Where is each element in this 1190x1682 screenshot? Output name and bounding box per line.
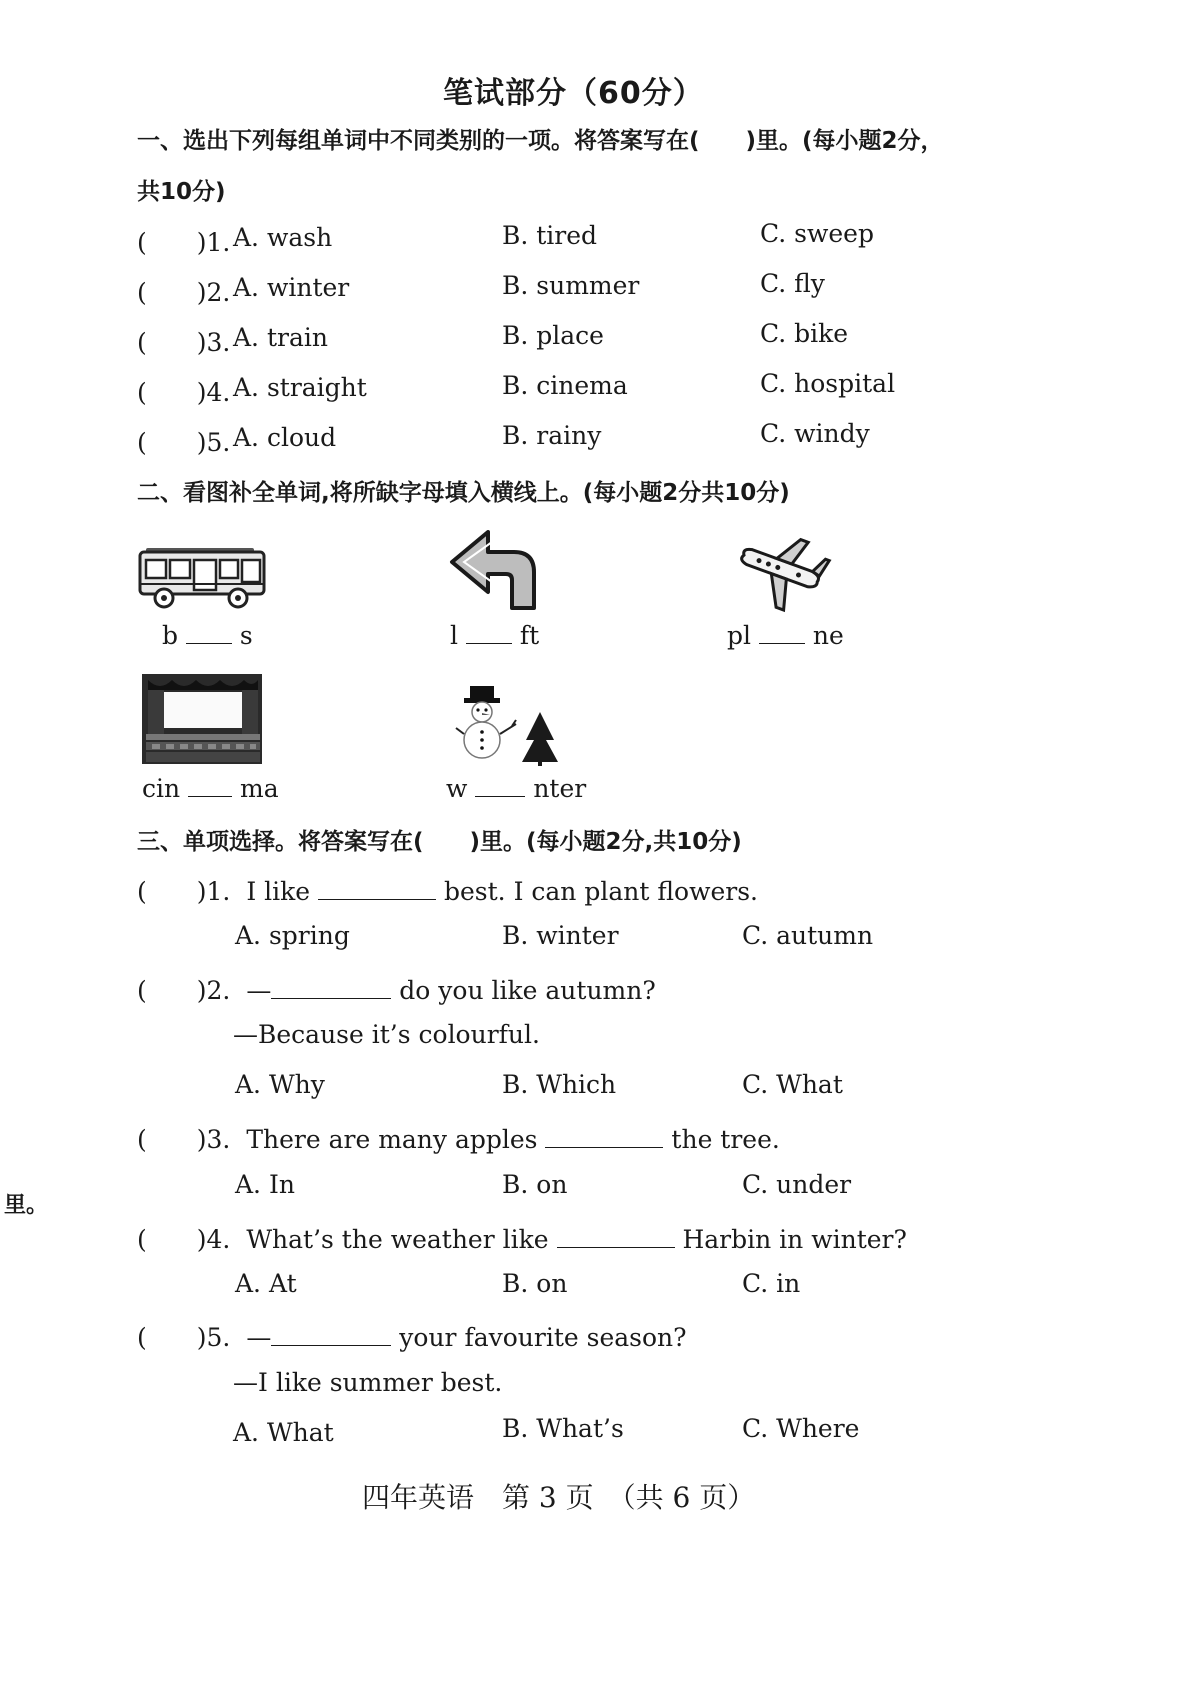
option-b: B. What’s xyxy=(502,1414,624,1443)
option-a: A. cloud xyxy=(233,423,337,452)
option-a: A. Why xyxy=(235,1070,325,1099)
question-number: ( )4. xyxy=(137,1225,231,1254)
question-text: — xyxy=(246,1323,272,1352)
option-c: C. What xyxy=(742,1070,843,1099)
option-b: B. Which xyxy=(502,1070,617,1099)
margin-note: 里。 xyxy=(4,1193,49,1218)
option-c: C. in xyxy=(742,1269,801,1298)
word-suffix: ne xyxy=(812,621,844,650)
section1-item-number: ( )4. xyxy=(137,378,231,407)
page-footer: 四年英语 第 3 页 （共 6 页） xyxy=(362,1481,756,1514)
option-a: A. spring xyxy=(235,921,350,950)
answer-blank[interactable] xyxy=(188,776,232,797)
word-winter xyxy=(446,774,586,803)
option-b: B. winter xyxy=(502,921,619,950)
word-prefix: l xyxy=(450,621,458,650)
word-prefix: w xyxy=(446,774,468,803)
word-prefix: b xyxy=(162,621,179,650)
section1-heading: 一、选出下列每组单词中不同类别的一项。将答案写在( )里。(每小题2分， xyxy=(137,128,944,154)
option-a: A. train xyxy=(233,323,328,352)
option-c: C. under xyxy=(742,1170,852,1199)
section1-heading-cont: 共10分) xyxy=(137,179,226,205)
answer-blank[interactable] xyxy=(557,1227,675,1248)
word-suffix: ma xyxy=(240,774,279,803)
option-b: B. rainy xyxy=(502,421,602,450)
answer-blank[interactable] xyxy=(318,879,436,900)
word-plane xyxy=(727,621,844,650)
word-prefix: cin xyxy=(142,774,181,803)
question-number: ( )5. xyxy=(137,1323,231,1352)
option-a: A. In xyxy=(235,1170,295,1199)
answer-blank[interactable] xyxy=(186,623,232,644)
question-text: What’s the weather like xyxy=(246,1225,549,1254)
bus-icon xyxy=(138,546,268,612)
option-b: B. cinema xyxy=(502,371,628,400)
section1-item-number: ( )1. xyxy=(137,228,231,257)
page-title: 笔试部分（60分） xyxy=(443,76,704,111)
answer-blank[interactable] xyxy=(271,978,391,999)
question-4 xyxy=(137,1220,907,1256)
section1-item-number: ( )3. xyxy=(137,328,231,357)
option-a: A. At xyxy=(235,1269,297,1298)
word-suffix: ft xyxy=(519,621,540,650)
question-number: ( )2. xyxy=(137,976,231,1005)
section1-item-number: ( )2. xyxy=(137,278,231,307)
question-5 xyxy=(137,1318,687,1354)
question-text: your favourite season? xyxy=(399,1323,687,1352)
question-text: best. I can plant flowers. xyxy=(444,877,758,906)
answer-blank[interactable] xyxy=(475,776,525,797)
answer-blank[interactable] xyxy=(759,623,805,644)
question-3 xyxy=(137,1120,780,1156)
word-left xyxy=(450,621,539,650)
option-a: A. What xyxy=(233,1418,334,1447)
answer-blank[interactable] xyxy=(545,1127,663,1148)
option-a: A. straight xyxy=(233,373,367,402)
option-c: C. bike xyxy=(760,319,849,348)
turn-left-arrow-icon xyxy=(448,528,540,612)
question-text: do you like autumn? xyxy=(399,976,656,1005)
option-c: C. fly xyxy=(760,269,825,298)
option-b: B. on xyxy=(502,1269,568,1298)
answer-line: —Because it’s colourful. xyxy=(233,1020,540,1049)
option-c: C. autumn xyxy=(742,921,874,950)
option-c: C. sweep xyxy=(760,219,874,248)
question-number: ( )1. xyxy=(137,877,231,906)
question-text: the tree. xyxy=(671,1125,780,1154)
question-text: Harbin in winter? xyxy=(682,1225,907,1254)
answer-blank[interactable] xyxy=(271,1325,391,1346)
question-text: There are many apples xyxy=(246,1125,538,1154)
answer-line: —I like summer best. xyxy=(233,1368,503,1397)
option-b: B. summer xyxy=(502,271,640,300)
airplane-icon xyxy=(733,530,825,614)
option-a: A. winter xyxy=(233,273,350,302)
question-text: — xyxy=(246,976,272,1005)
cinema-icon xyxy=(138,672,268,768)
question-text: I like xyxy=(246,877,311,906)
answer-blank[interactable] xyxy=(466,623,512,644)
word-prefix: pl xyxy=(727,621,751,650)
snowman-icon xyxy=(460,684,570,768)
word-suffix: s xyxy=(239,621,253,650)
option-c: C. Where xyxy=(742,1414,860,1443)
section1-item-number: ( )5. xyxy=(137,428,231,457)
section3-heading: 三、单项选择。将答案写在( )里。(每小题2分,共10分) xyxy=(137,829,742,855)
option-b: B. on xyxy=(502,1170,568,1199)
section2-heading: 二、看图补全单词,将所缺字母填入横线上。(每小题2分共10分) xyxy=(137,480,790,506)
option-c: C. hospital xyxy=(760,369,896,398)
option-b: B. place xyxy=(502,321,604,350)
option-b: B. tired xyxy=(502,221,598,250)
word-cinema xyxy=(142,774,279,803)
question-number: ( )3. xyxy=(137,1125,231,1154)
option-a: A. wash xyxy=(233,223,333,252)
word-bus xyxy=(162,621,253,650)
question-1 xyxy=(137,872,758,908)
word-suffix: nter xyxy=(533,774,587,803)
option-c: C. windy xyxy=(760,419,870,448)
question-2 xyxy=(137,971,656,1007)
